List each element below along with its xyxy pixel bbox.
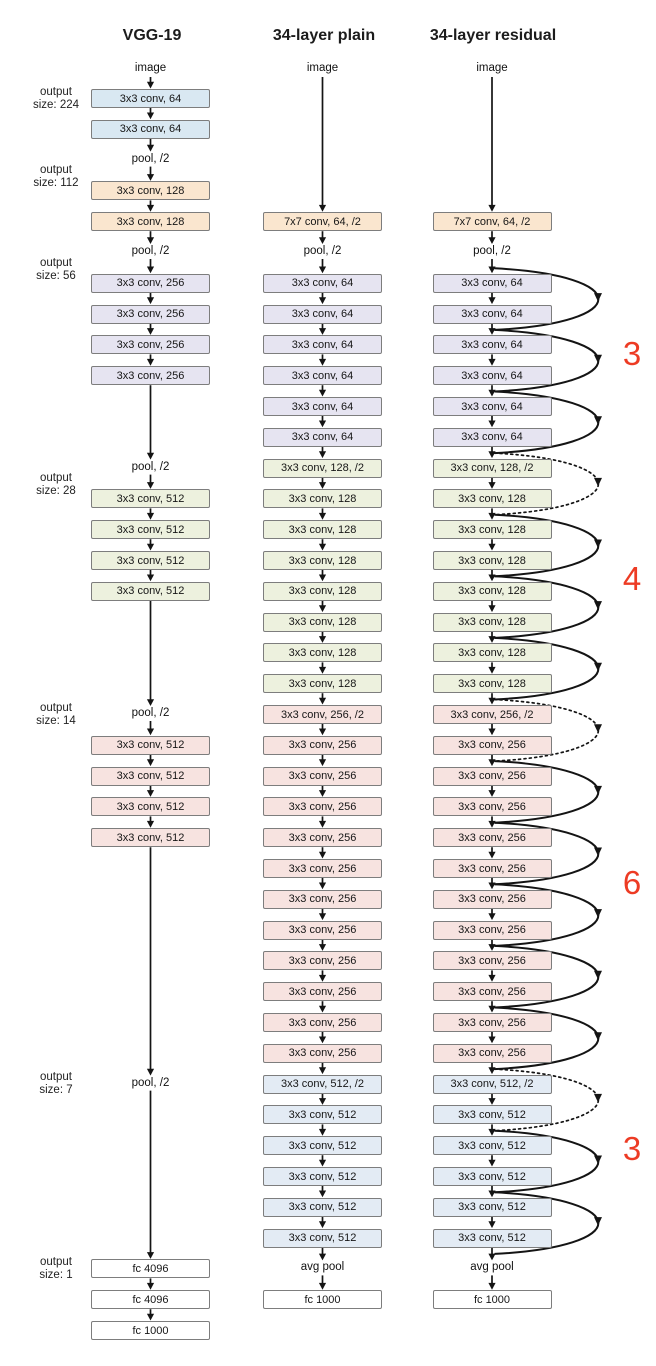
- layer-box: 3x3 conv, 256: [433, 767, 552, 786]
- flow-arrowhead: [319, 451, 326, 458]
- flow-arrowhead: [488, 1160, 495, 1167]
- flow-arrowhead: [319, 605, 326, 612]
- pool-label: avg pool: [470, 1261, 514, 1274]
- flow-arrowhead: [488, 605, 495, 612]
- skip-arc-arrowhead: [594, 1032, 602, 1041]
- flow-arrowhead: [147, 1252, 154, 1259]
- skip-arc-arrowhead: [594, 293, 602, 302]
- skip-arc-arrowhead: [594, 1094, 602, 1103]
- output-size-label-line: output: [40, 472, 72, 485]
- flow-arrowhead: [488, 729, 495, 736]
- layer-box: 3x3 conv, 64: [263, 428, 382, 447]
- flow-arrowhead: [488, 1129, 495, 1136]
- layer-box: 7x7 conv, 64, /2: [433, 212, 552, 231]
- flow-arrowhead: [319, 1067, 326, 1074]
- skip-arc-arrowhead: [594, 1156, 602, 1165]
- flow-arrowhead: [319, 1098, 326, 1105]
- skip-arc-arrowhead: [594, 724, 602, 733]
- layer-box: 3x3 conv, 256: [263, 859, 382, 878]
- flow-arrowhead: [319, 1283, 326, 1290]
- layer-box: 3x3 conv, 256: [433, 1013, 552, 1032]
- layer-box: fc 1000: [433, 1290, 552, 1309]
- layer-box: 3x3 conv, 512: [91, 489, 210, 508]
- layer-box: 3x3 conv, 256: [91, 366, 210, 385]
- flow-arrowhead: [488, 852, 495, 859]
- layer-box: 3x3 conv, 512: [433, 1198, 552, 1217]
- output-size-label-line: size: 224: [32, 98, 80, 111]
- flow-arrowhead: [147, 453, 154, 460]
- flow-arrowhead: [147, 699, 154, 706]
- output-size-label: [6, 702, 106, 728]
- skip-arc-arrowhead: [594, 848, 602, 857]
- flow-arrowhead: [488, 1283, 495, 1290]
- flow-arrowhead: [319, 1129, 326, 1136]
- output-size-label: [6, 86, 106, 112]
- flow-arrowhead: [319, 944, 326, 951]
- flow-arrowhead: [319, 1254, 326, 1261]
- flow-arrowhead: [319, 1037, 326, 1044]
- layer-box: 3x3 conv, 256: [263, 828, 382, 847]
- flow-arrowhead: [488, 1254, 495, 1261]
- layer-box: 3x3 conv, 512: [263, 1105, 382, 1124]
- layer-box: 3x3 conv, 512: [263, 1198, 382, 1217]
- layer-box: 3x3 conv, 512, /2: [263, 1075, 382, 1094]
- flow-arrowhead: [319, 482, 326, 489]
- layer-box: fc 1000: [91, 1321, 210, 1340]
- stage-count: 3: [622, 335, 642, 373]
- flow-arrowhead: [319, 1191, 326, 1198]
- output-size-label: [6, 257, 106, 283]
- layer-box: 3x3 conv, 512: [433, 1229, 552, 1248]
- flow-arrowhead: [488, 297, 495, 304]
- layer-box: 3x3 conv, 512: [91, 520, 210, 539]
- flow-arrowhead: [319, 667, 326, 674]
- output-size-label: [6, 472, 106, 498]
- flow-arrowhead: [319, 544, 326, 551]
- layer-box: 3x3 conv, 256: [263, 1044, 382, 1063]
- flow-arrowhead: [147, 513, 154, 520]
- layer-box: 3x3 conv, 256, /2: [263, 705, 382, 724]
- output-size-label: [6, 164, 106, 190]
- layer-box: 3x3 conv, 256: [263, 797, 382, 816]
- output-size-label: [6, 1256, 106, 1282]
- output-size-label: [6, 1071, 106, 1097]
- flow-arrowhead: [147, 544, 154, 551]
- flow-arrowhead: [488, 790, 495, 797]
- layer-box: 3x3 conv, 256, /2: [433, 705, 552, 724]
- pool-label: pool, /2: [303, 245, 342, 257]
- output-size-label-line: size: 112: [33, 177, 79, 190]
- flow-arrowhead: [319, 328, 326, 335]
- layer-box: 3x3 conv, 128: [263, 520, 382, 539]
- flow-arrowhead: [319, 883, 326, 890]
- layer-box: 3x3 conv, 64: [433, 397, 552, 416]
- layer-box: 3x3 conv, 128: [433, 613, 552, 632]
- flow-arrowhead: [319, 237, 326, 244]
- layer-box: 3x3 conv, 256: [433, 736, 552, 755]
- layer-box: 3x3 conv, 64: [91, 120, 210, 139]
- layer-box: 3x3 conv, 128: [91, 181, 210, 200]
- pool-label: pool, /2: [131, 707, 170, 719]
- layer-box: 3x3 conv, 512, /2: [433, 1075, 552, 1094]
- flow-arrowhead: [319, 759, 326, 766]
- pool-label: avg pool: [300, 1261, 345, 1274]
- layer-box: 3x3 conv, 64: [433, 366, 552, 385]
- layer-box: 3x3 conv, 256: [91, 335, 210, 354]
- flow-arrowhead: [147, 237, 154, 244]
- layer-box: 3x3 conv, 128, /2: [433, 459, 552, 478]
- output-size-label-line: output: [40, 85, 72, 98]
- output-size-label-line: size: 28: [36, 485, 76, 498]
- layer-box: 3x3 conv, 64: [433, 428, 552, 447]
- layer-box: 3x3 conv, 256: [433, 797, 552, 816]
- layer-box: 3x3 conv, 512: [91, 582, 210, 601]
- layer-box: 3x3 conv, 256: [263, 951, 382, 970]
- layer-box: 3x3 conv, 128: [263, 489, 382, 508]
- flow-arrowhead: [488, 421, 495, 428]
- pool-label: pool, /2: [131, 245, 170, 257]
- output-size-label-line: output: [40, 701, 72, 714]
- layer-box: 3x3 conv, 128, /2: [263, 459, 382, 478]
- flow-arrowhead: [147, 267, 154, 274]
- skip-arc-arrowhead: [594, 786, 602, 795]
- pool-label: pool, /2: [473, 245, 511, 257]
- flow-arrowhead: [319, 729, 326, 736]
- layer-box: 3x3 conv, 64: [263, 274, 382, 293]
- flow-arrowhead: [147, 145, 154, 152]
- flow-arrowhead: [488, 513, 495, 520]
- layer-box: 3x3 conv, 64: [91, 89, 210, 108]
- flow-arrowhead: [147, 82, 154, 89]
- column-title-vgg19: VGG-19: [122, 27, 182, 44]
- stage-count: 6: [622, 863, 642, 901]
- layer-box: 3x3 conv, 256: [433, 859, 552, 878]
- layer-box: 3x3 conv, 256: [263, 921, 382, 940]
- flow-arrowhead: [319, 1006, 326, 1013]
- output-size-label-line: output: [40, 164, 72, 177]
- layer-box: 3x3 conv, 64: [263, 397, 382, 416]
- skip-arc-arrowhead: [594, 971, 602, 980]
- layer-box: 3x3 conv, 256: [263, 982, 382, 1001]
- skip-arc-arrowhead: [594, 355, 602, 364]
- flow-arrowhead: [488, 359, 495, 366]
- flow-arrowhead: [319, 513, 326, 520]
- layer-box: 3x3 conv, 256: [433, 890, 552, 909]
- flow-arrowhead: [488, 482, 495, 489]
- output-size-label-line: output: [40, 256, 72, 269]
- layer-box: 3x3 conv, 128: [263, 582, 382, 601]
- layer-box: fc 4096: [91, 1290, 210, 1309]
- flow-arrowhead: [319, 1160, 326, 1167]
- layer-box: 3x3 conv, 512: [91, 767, 210, 786]
- flow-arrowhead: [319, 636, 326, 643]
- layer-box: 3x3 conv, 64: [263, 305, 382, 324]
- layer-box: 3x3 conv, 128: [433, 520, 552, 539]
- flow-arrowhead: [319, 267, 326, 274]
- layer-box: 3x3 conv, 256: [263, 890, 382, 909]
- flow-arrowhead: [488, 913, 495, 920]
- flow-arrowhead: [488, 544, 495, 551]
- layer-box: 3x3 conv, 256: [263, 736, 382, 755]
- flow-arrowhead: [488, 667, 495, 674]
- output-size-label-line: size: 14: [36, 714, 76, 727]
- layer-box: 3x3 conv, 256: [263, 1013, 382, 1032]
- column-title-34-residual: 34-layer residual: [429, 27, 557, 44]
- layer-box: 3x3 conv, 128: [433, 674, 552, 693]
- layer-box: 3x3 conv, 128: [433, 643, 552, 662]
- output-size-label-line: output: [40, 1071, 72, 1084]
- layer-box: 3x3 conv, 64: [433, 305, 552, 324]
- flow-arrowhead: [488, 975, 495, 982]
- layer-box: 3x3 conv, 128: [263, 674, 382, 693]
- flow-arrowhead: [147, 1314, 154, 1321]
- flow-arrowhead: [147, 328, 154, 335]
- output-size-label-line: size: 7: [39, 1084, 73, 1097]
- flow-arrowhead: [488, 267, 495, 274]
- layer-box: 3x3 conv, 64: [433, 274, 552, 293]
- layer-box: 3x3 conv, 256: [91, 305, 210, 324]
- flow-arrowhead: [319, 575, 326, 582]
- layer-box: 3x3 conv, 128: [91, 212, 210, 231]
- flow-arrowhead: [147, 205, 154, 212]
- layer-box: 3x3 conv, 256: [433, 982, 552, 1001]
- flow-arrowhead: [319, 913, 326, 920]
- flow-arrowhead: [488, 759, 495, 766]
- flow-arrowhead: [147, 790, 154, 797]
- layer-box: 3x3 conv, 512: [263, 1136, 382, 1155]
- layer-box: 3x3 conv, 256: [91, 274, 210, 293]
- flow-arrowhead: [319, 821, 326, 828]
- layer-box: 3x3 conv, 256: [433, 951, 552, 970]
- layer-box: 3x3 conv, 512: [91, 797, 210, 816]
- output-size-label-line: output: [40, 1256, 72, 1269]
- flow-arrowhead: [319, 421, 326, 428]
- flow-arrowhead: [147, 729, 154, 736]
- flow-arrowhead: [147, 113, 154, 120]
- layer-box: 3x3 conv, 512: [433, 1167, 552, 1186]
- flow-arrowhead: [488, 205, 495, 212]
- skip-arc-arrowhead: [594, 540, 602, 549]
- flow-arrowhead: [147, 575, 154, 582]
- stage-count: 3: [622, 1130, 642, 1168]
- flow-arrowhead: [488, 1098, 495, 1105]
- layer-box: 3x3 conv, 64: [263, 366, 382, 385]
- pool-label: pool, /2: [131, 152, 170, 165]
- skip-arc-arrowhead: [594, 478, 602, 487]
- layer-box: 3x3 conv, 128: [433, 582, 552, 601]
- flow-arrowhead: [488, 237, 495, 244]
- flow-arrowhead: [319, 205, 326, 212]
- layer-box: 3x3 conv, 512: [91, 828, 210, 847]
- flow-arrowhead: [319, 790, 326, 797]
- output-size-label-line: size: 56: [36, 269, 76, 282]
- layer-box: fc 4096: [91, 1259, 210, 1278]
- output-size-label-line: size: 1: [39, 1269, 73, 1282]
- flow-arrowhead: [319, 390, 326, 397]
- layer-box: 3x3 conv, 512: [433, 1136, 552, 1155]
- layer-box: 3x3 conv, 256: [433, 1044, 552, 1063]
- pool-label: pool, /2: [131, 1076, 170, 1089]
- flow-arrowhead: [319, 975, 326, 982]
- layer-box: 3x3 conv, 512: [91, 736, 210, 755]
- layer-box: 3x3 conv, 128: [433, 551, 552, 570]
- column-title-34-plain: 34-layer plain: [272, 27, 376, 44]
- flow-arrowhead: [488, 1037, 495, 1044]
- skip-arc-arrowhead: [594, 663, 602, 672]
- flow-arrowhead: [147, 297, 154, 304]
- layer-box: 3x3 conv, 128: [433, 489, 552, 508]
- flow-arrowhead: [147, 1069, 154, 1076]
- layer-box: 3x3 conv, 512: [263, 1167, 382, 1186]
- flow-arrowhead: [319, 698, 326, 705]
- flow-arrowhead: [319, 852, 326, 859]
- layer-box: 3x3 conv, 64: [263, 335, 382, 354]
- layer-box: 3x3 conv, 128: [263, 643, 382, 662]
- layer-box: 3x3 conv, 128: [263, 613, 382, 632]
- layer-box: 3x3 conv, 512: [263, 1229, 382, 1248]
- flow-arrowhead: [147, 482, 154, 489]
- flow-arrowhead: [147, 174, 154, 181]
- layer-box: 3x3 conv, 128: [263, 551, 382, 570]
- layer-box: 3x3 conv, 256: [433, 828, 552, 847]
- input-image-label: image: [476, 62, 508, 74]
- stage-count: 4: [622, 560, 642, 598]
- layer-box: 3x3 conv, 256: [263, 767, 382, 786]
- layer-box: 3x3 conv, 64: [433, 335, 552, 354]
- input-image-label: image: [134, 62, 167, 74]
- flow-arrowhead: [147, 759, 154, 766]
- flow-arrowhead: [488, 1221, 495, 1228]
- flow-arrowhead: [319, 1221, 326, 1228]
- skip-arc-arrowhead: [594, 1217, 602, 1226]
- flow-arrowhead: [147, 359, 154, 366]
- flow-arrowhead: [147, 821, 154, 828]
- input-image-label: image: [306, 62, 339, 74]
- flow-arrowhead: [319, 297, 326, 304]
- layer-box: fc 1000: [263, 1290, 382, 1309]
- skip-arc-arrowhead: [594, 909, 602, 918]
- layer-box: 3x3 conv, 512: [91, 551, 210, 570]
- layer-box: 3x3 conv, 256: [433, 921, 552, 940]
- flow-arrowhead: [319, 359, 326, 366]
- skip-arc-arrowhead: [594, 416, 602, 425]
- layer-box: 3x3 conv, 512: [433, 1105, 552, 1124]
- skip-arc-arrowhead: [594, 601, 602, 610]
- pool-label: pool, /2: [131, 460, 170, 473]
- layer-box: 7x7 conv, 64, /2: [263, 212, 382, 231]
- flow-arrowhead: [147, 1283, 154, 1290]
